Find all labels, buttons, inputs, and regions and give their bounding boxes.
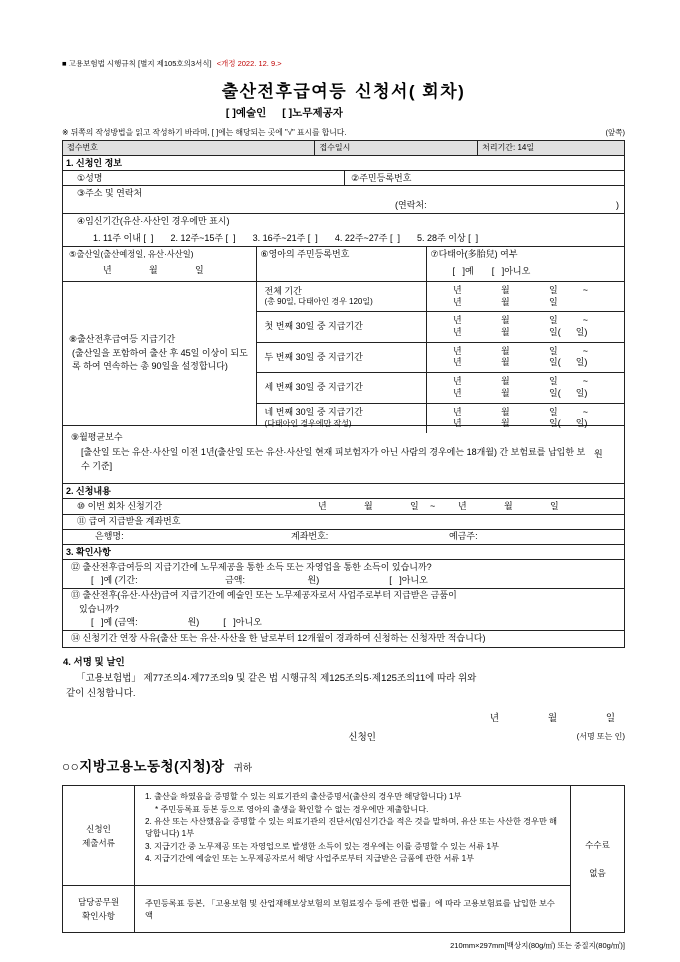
applicant-documents-row bbox=[63, 786, 570, 886]
revision-note: <개정 2022. 12. 9.> bbox=[216, 59, 282, 68]
claim-period-row[interactable] bbox=[63, 499, 624, 515]
payment-row-title: 전체 기간 bbox=[264, 285, 302, 296]
fee-value: 없음 bbox=[589, 868, 606, 879]
birth-date-units bbox=[69, 265, 254, 277]
multiple-birth-options bbox=[431, 266, 621, 278]
front-side-label: (앞쪽) bbox=[605, 128, 625, 137]
q14-row[interactable] bbox=[63, 631, 624, 647]
day-tilde-unit: 일 ~ bbox=[549, 345, 588, 356]
section1-header: 1. 신청인 정보 bbox=[63, 156, 624, 171]
infant-rrn-label: ⑥영아의 주민등록번호 bbox=[260, 249, 350, 259]
artist-checkbox[interactable]: [ ]예술인 bbox=[225, 107, 267, 119]
applicant-label: 신청인 bbox=[348, 732, 376, 744]
payment-period-label-cell bbox=[63, 282, 257, 425]
payment-row-title: 네 번째 30일 중 지급기간 bbox=[264, 407, 363, 418]
month-unit: 월 bbox=[501, 418, 510, 429]
address-row[interactable] bbox=[63, 186, 624, 214]
q13-question-line1: ⑬ 출산전후(유산·사산)급여 지급기간에 예술인 또는 노무제공자로서 사업주로부터 지급받은 금품이 bbox=[71, 590, 457, 601]
day-unit: 일 bbox=[605, 713, 615, 725]
month-unit: 월 bbox=[501, 345, 510, 356]
year-unit: 년 bbox=[453, 315, 462, 326]
q13-row bbox=[63, 589, 624, 631]
day-unit: 일 bbox=[410, 500, 419, 511]
signature-date-line[interactable] bbox=[62, 710, 625, 724]
account-row bbox=[63, 515, 624, 530]
document-items bbox=[135, 786, 570, 885]
avg-pay-label: ⑨월평균보수 bbox=[71, 432, 123, 442]
multiple-birth-cell bbox=[427, 247, 625, 281]
year-unit: 년 bbox=[453, 406, 462, 417]
legal-statement-line2: 같이 신청합니다. bbox=[66, 687, 136, 699]
q13-answers bbox=[63, 617, 624, 629]
payment-row-third30 bbox=[257, 373, 624, 403]
pregnancy-period-label: ④임신기간(유산·사산인 경우에만 표시) bbox=[77, 216, 230, 226]
receipt-number-cell[interactable] bbox=[63, 141, 315, 155]
year-unit: 년 bbox=[453, 387, 462, 398]
year-unit: 년 bbox=[453, 376, 462, 387]
section3-header: 3. 확인사항 bbox=[63, 545, 624, 560]
section4-header: 4. 서명 및 날인 bbox=[63, 657, 125, 668]
payment-period-row bbox=[63, 282, 624, 429]
pregnancy-option-3[interactable]: 3. 16주~21주 [ ] bbox=[252, 232, 318, 243]
pregnancy-option-2[interactable]: 2. 12주~15주 [ ] bbox=[170, 232, 236, 243]
multiple-yes-checkbox[interactable]: [ ]예 bbox=[452, 265, 474, 276]
pregnancy-period-row bbox=[63, 214, 624, 247]
sign-note-wrap bbox=[376, 731, 625, 742]
doc-item-note: * 주민등록표 등본 등으로 영아의 출생을 확인할 수 없는 경우에만 제출합니다. bbox=[155, 804, 429, 814]
documents-main bbox=[63, 786, 570, 932]
processing-period-cell bbox=[478, 141, 624, 155]
contact-field[interactable] bbox=[63, 200, 624, 212]
pregnancy-option-4[interactable]: 4. 22주~27주 [ ] bbox=[334, 232, 400, 243]
q12-row bbox=[63, 560, 624, 589]
year-unit: 년 bbox=[318, 500, 327, 511]
q12-yes-checkbox[interactable]: [ ]예 (기간: 금액: 원) bbox=[91, 574, 320, 585]
regulation-text: ■ 고용보험법 시행규칙 [별지 제105호의3서식] bbox=[62, 59, 212, 68]
month-unit: 월 bbox=[501, 327, 510, 338]
official-check-text: 주민등록표 등본, 「고용보험 및 산업재해보상보험의 보험료징수 등에 관한 법률」에 따라 고용보험료를 납입한 보수액 bbox=[145, 898, 555, 921]
year-unit: 년 bbox=[453, 345, 462, 356]
year-unit: 년 bbox=[453, 327, 462, 338]
applicant-type-checkboxes bbox=[222, 105, 347, 120]
fee-cell bbox=[570, 786, 624, 932]
payment-row-label bbox=[257, 373, 428, 402]
rrn-cell[interactable] bbox=[345, 171, 624, 185]
day-unit: 일 bbox=[195, 264, 204, 275]
year-unit: 년 bbox=[453, 285, 462, 295]
applicant-docs-label-line1: 신청인 bbox=[86, 823, 111, 834]
pregnancy-options bbox=[63, 233, 624, 245]
payment-row-sublabel: (총 90일, 다태아인 경우 120일) bbox=[264, 297, 373, 307]
recipient-suffix: 귀하 bbox=[233, 763, 253, 775]
month-unit: 월 bbox=[501, 376, 510, 387]
month-unit: 월 bbox=[501, 357, 510, 368]
payment-row-label bbox=[257, 312, 428, 341]
official-check-label-line1: 담당공무원 bbox=[77, 897, 120, 908]
payment-dates-cell[interactable] bbox=[427, 282, 624, 311]
avg-pay-row bbox=[63, 426, 624, 484]
bank-detail-row bbox=[63, 530, 624, 545]
receipt-date-label: 접수일시 bbox=[319, 142, 351, 152]
name-label: ①성명 bbox=[77, 173, 103, 183]
birth-info-row bbox=[63, 247, 624, 282]
name-cell[interactable] bbox=[63, 171, 345, 185]
legal-statement-line1: 「고용보험법」 제77조의4·제77조의9 및 같은 법 시행규칙 제125조의5·제125조의11에 따라 위와 bbox=[76, 673, 477, 684]
year-unit: 년 bbox=[458, 500, 467, 511]
form-title-left bbox=[222, 77, 347, 120]
regulation-notice bbox=[62, 58, 625, 69]
payment-row-title: 세 번째 30일 중 지급기간 bbox=[264, 381, 363, 392]
avg-pay-won-cell bbox=[594, 426, 624, 483]
rrn-label: ②주민등록번호 bbox=[351, 173, 412, 183]
applicant-signature-line[interactable] bbox=[62, 729, 625, 743]
pregnancy-option-5[interactable]: 5. 28주 이상 [ ] bbox=[417, 232, 479, 243]
multiple-no-checkbox[interactable]: [ ]아니오 bbox=[491, 265, 531, 276]
q12-question: ⑫ 출산전후급여등의 지급기간에 노무제공을 통한 소득 또는 자영업을 통한 소득이 있습니까? bbox=[71, 561, 432, 572]
name-rrn-row bbox=[63, 171, 624, 186]
account-label: ⑪ 급여 지급받을 계좌번호 bbox=[77, 516, 181, 527]
doc-item: 3. 지급기간 중 노무제공 또는 자영업으로 발생한 소득이 있는 경우에는 이를 증명할 수 있는 서류 1부 bbox=[145, 841, 499, 851]
month-unit: 월 bbox=[501, 387, 510, 398]
payment-period-desc: (출산일을 포함하여 출산 후 45일 이상이 되도록 하여 연속하는 총 90일을 설정합니다) bbox=[72, 347, 248, 372]
account-holder-field[interactable]: 예금주: bbox=[449, 531, 478, 542]
month-unit: 월 bbox=[501, 406, 510, 417]
payment-row-title: 두 번째 30일 중 지급기간 bbox=[264, 351, 363, 362]
q13-question-line2: 있습니까? bbox=[79, 603, 119, 614]
year-unit: 년 bbox=[453, 357, 462, 368]
month-unit: 월 bbox=[501, 285, 510, 295]
tilde-unit: ~ bbox=[430, 500, 436, 511]
payment-period-title: ⑧출산전후급여등 지급기간 bbox=[69, 333, 176, 344]
day-tilde-unit: 일 ~ bbox=[549, 406, 588, 417]
day-tilde-unit: 일 ~ bbox=[549, 376, 588, 387]
legal-statement bbox=[62, 672, 625, 701]
contact-close-label: ) bbox=[616, 199, 619, 210]
worker-checkbox[interactable]: [ ]노무제공자 bbox=[282, 107, 343, 119]
address-label: ③주소 및 연락처 bbox=[77, 188, 143, 198]
applicant-docs-label bbox=[63, 786, 135, 885]
avg-pay-cell[interactable] bbox=[63, 426, 594, 483]
documents-table bbox=[62, 785, 625, 933]
bank-name-field[interactable]: 은행명: bbox=[95, 531, 124, 542]
q13-yes-checkbox[interactable]: [ ]예 (금액: 원) bbox=[91, 616, 200, 627]
fee-label: 수수료 bbox=[585, 840, 610, 851]
day-suffix-unit: 일 bbox=[549, 296, 558, 307]
claim-period-label: ⑩ 이번 회차 신청기간 bbox=[77, 500, 163, 511]
official-check-label bbox=[63, 886, 135, 932]
payment-row-label bbox=[257, 343, 428, 372]
paper-spec-footer: 210mm×297mm[백상지(80g/㎡) 또는 중질지(80g/㎡)] bbox=[450, 941, 625, 951]
payment-row-first30 bbox=[257, 312, 624, 342]
instruction-note: ※ 뒤쪽의 작성방법을 읽고 작성하기 바라며, [ ]에는 해당되는 곳에 "√" 표시를 합니다. bbox=[62, 128, 347, 137]
month-unit: 월 bbox=[501, 315, 510, 326]
q12-no-checkbox[interactable]: [ ]아니오 bbox=[389, 574, 428, 585]
month-unit: 월 bbox=[501, 296, 510, 307]
month-unit: 월 bbox=[149, 264, 158, 275]
day-suffix-unit: 일( 일) bbox=[549, 357, 588, 368]
sign-or-seal-note: (서명 또는 인) bbox=[576, 731, 625, 741]
month-unit: 월 bbox=[364, 500, 373, 511]
contact-open-label: (연락처: bbox=[395, 199, 427, 210]
day-unit: 일 bbox=[550, 500, 559, 511]
doc-item: 1. 출산을 하였음을 증명할 수 있는 의료기관의 출산증명서(출산의 경우만 해당합니다) 1부 bbox=[145, 792, 462, 802]
day-tilde-unit: 일 ~ bbox=[549, 285, 588, 295]
official-check-row bbox=[63, 886, 570, 932]
payment-row-title: 첫 번째 30일 중 지급기간 bbox=[264, 321, 363, 332]
title-sub: 신청서( 회차) bbox=[355, 82, 466, 101]
account-number-field[interactable]: 계좌번호: bbox=[291, 531, 329, 542]
month-unit: 월 bbox=[547, 713, 557, 725]
year-unit: 년 bbox=[489, 713, 499, 725]
q12-answers bbox=[63, 575, 624, 587]
instruction-line bbox=[62, 127, 625, 138]
pregnancy-option-1[interactable]: 1. 11주 이내 [ ] bbox=[93, 232, 154, 243]
payment-dates-cell[interactable] bbox=[427, 343, 624, 372]
multiple-birth-label: ⑦다태아(多胎兒) 여부 bbox=[430, 249, 518, 259]
application-form-table bbox=[62, 140, 625, 648]
birth-date-label: ⑤출산일(출산예정일, 유산·사산일) bbox=[69, 249, 194, 259]
doc-item: 4. 지급기간에 예술인 또는 노무제공자로서 해당 사업주로부터 지급받은 금품에 관한 서류 1부 bbox=[145, 853, 475, 863]
year-unit: 년 bbox=[453, 418, 462, 429]
payment-period-subtable bbox=[257, 282, 624, 429]
month-unit: 월 bbox=[504, 500, 513, 511]
form-title bbox=[62, 77, 625, 120]
payment-row-second30 bbox=[257, 343, 624, 373]
doc-item: 2. 유산 또는 사산했음을 증명할 수 있는 의료기관의 진단서(임신기간을 적은 것을 말하며, 유산 또는 사산한 경우만 해당합니다) 1부 bbox=[145, 817, 558, 839]
payment-row-label bbox=[257, 282, 428, 311]
recipient-office: ○○지방고용노동청(지청)장 bbox=[62, 759, 225, 775]
avg-pay-desc: [출산일 또는 유산·사산일 이전 1년(출산일 또는 유산·사산일 현재 피보험자가 아닌 사람의 경우에는 18개월) 간 보험료를 납입한 보수 기준] bbox=[81, 446, 586, 471]
official-check-label-line2: 확인사항 bbox=[82, 911, 115, 922]
processing-period-label: 처리기간: 14일 bbox=[482, 142, 535, 152]
day-suffix-unit: 일( 일) bbox=[549, 327, 588, 338]
year-unit: 년 bbox=[453, 296, 462, 307]
payment-row-total bbox=[257, 282, 624, 312]
payment-dates-cell[interactable] bbox=[427, 373, 624, 402]
payment-dates-cell[interactable] bbox=[427, 312, 624, 341]
payment-row-sublabel: (다태아인 경우에만 작성) bbox=[264, 418, 352, 428]
day-suffix-unit: 일( 일) bbox=[549, 387, 588, 398]
recipient-line bbox=[62, 755, 625, 775]
receipt-number-label: 접수번호 bbox=[67, 142, 98, 152]
day-suffix-unit: 일( 일) bbox=[549, 418, 588, 429]
applicant-docs-label-line2: 제출서류 bbox=[82, 837, 115, 848]
title-main: 출산전후급여등 bbox=[221, 82, 348, 101]
q14-label: ⑭ 신청기간 연장 사유(출산 또는 유산·사산을 한 날로부터 12개월이 경과하여 신청하는 신청자만 적습니다) bbox=[71, 633, 486, 644]
receipt-row bbox=[63, 141, 624, 156]
day-tilde-unit: 일 ~ bbox=[549, 315, 588, 326]
q13-no-checkbox[interactable]: [ ]아니오 bbox=[223, 616, 262, 627]
section2-header: 2. 신청내용 bbox=[63, 484, 624, 499]
won-unit: 원 bbox=[594, 448, 603, 459]
year-unit: 년 bbox=[103, 264, 112, 275]
form-content bbox=[62, 58, 625, 951]
birth-date-cell[interactable] bbox=[63, 247, 257, 281]
receipt-date-cell[interactable] bbox=[315, 141, 478, 155]
infant-rrn-cell[interactable] bbox=[257, 247, 427, 281]
